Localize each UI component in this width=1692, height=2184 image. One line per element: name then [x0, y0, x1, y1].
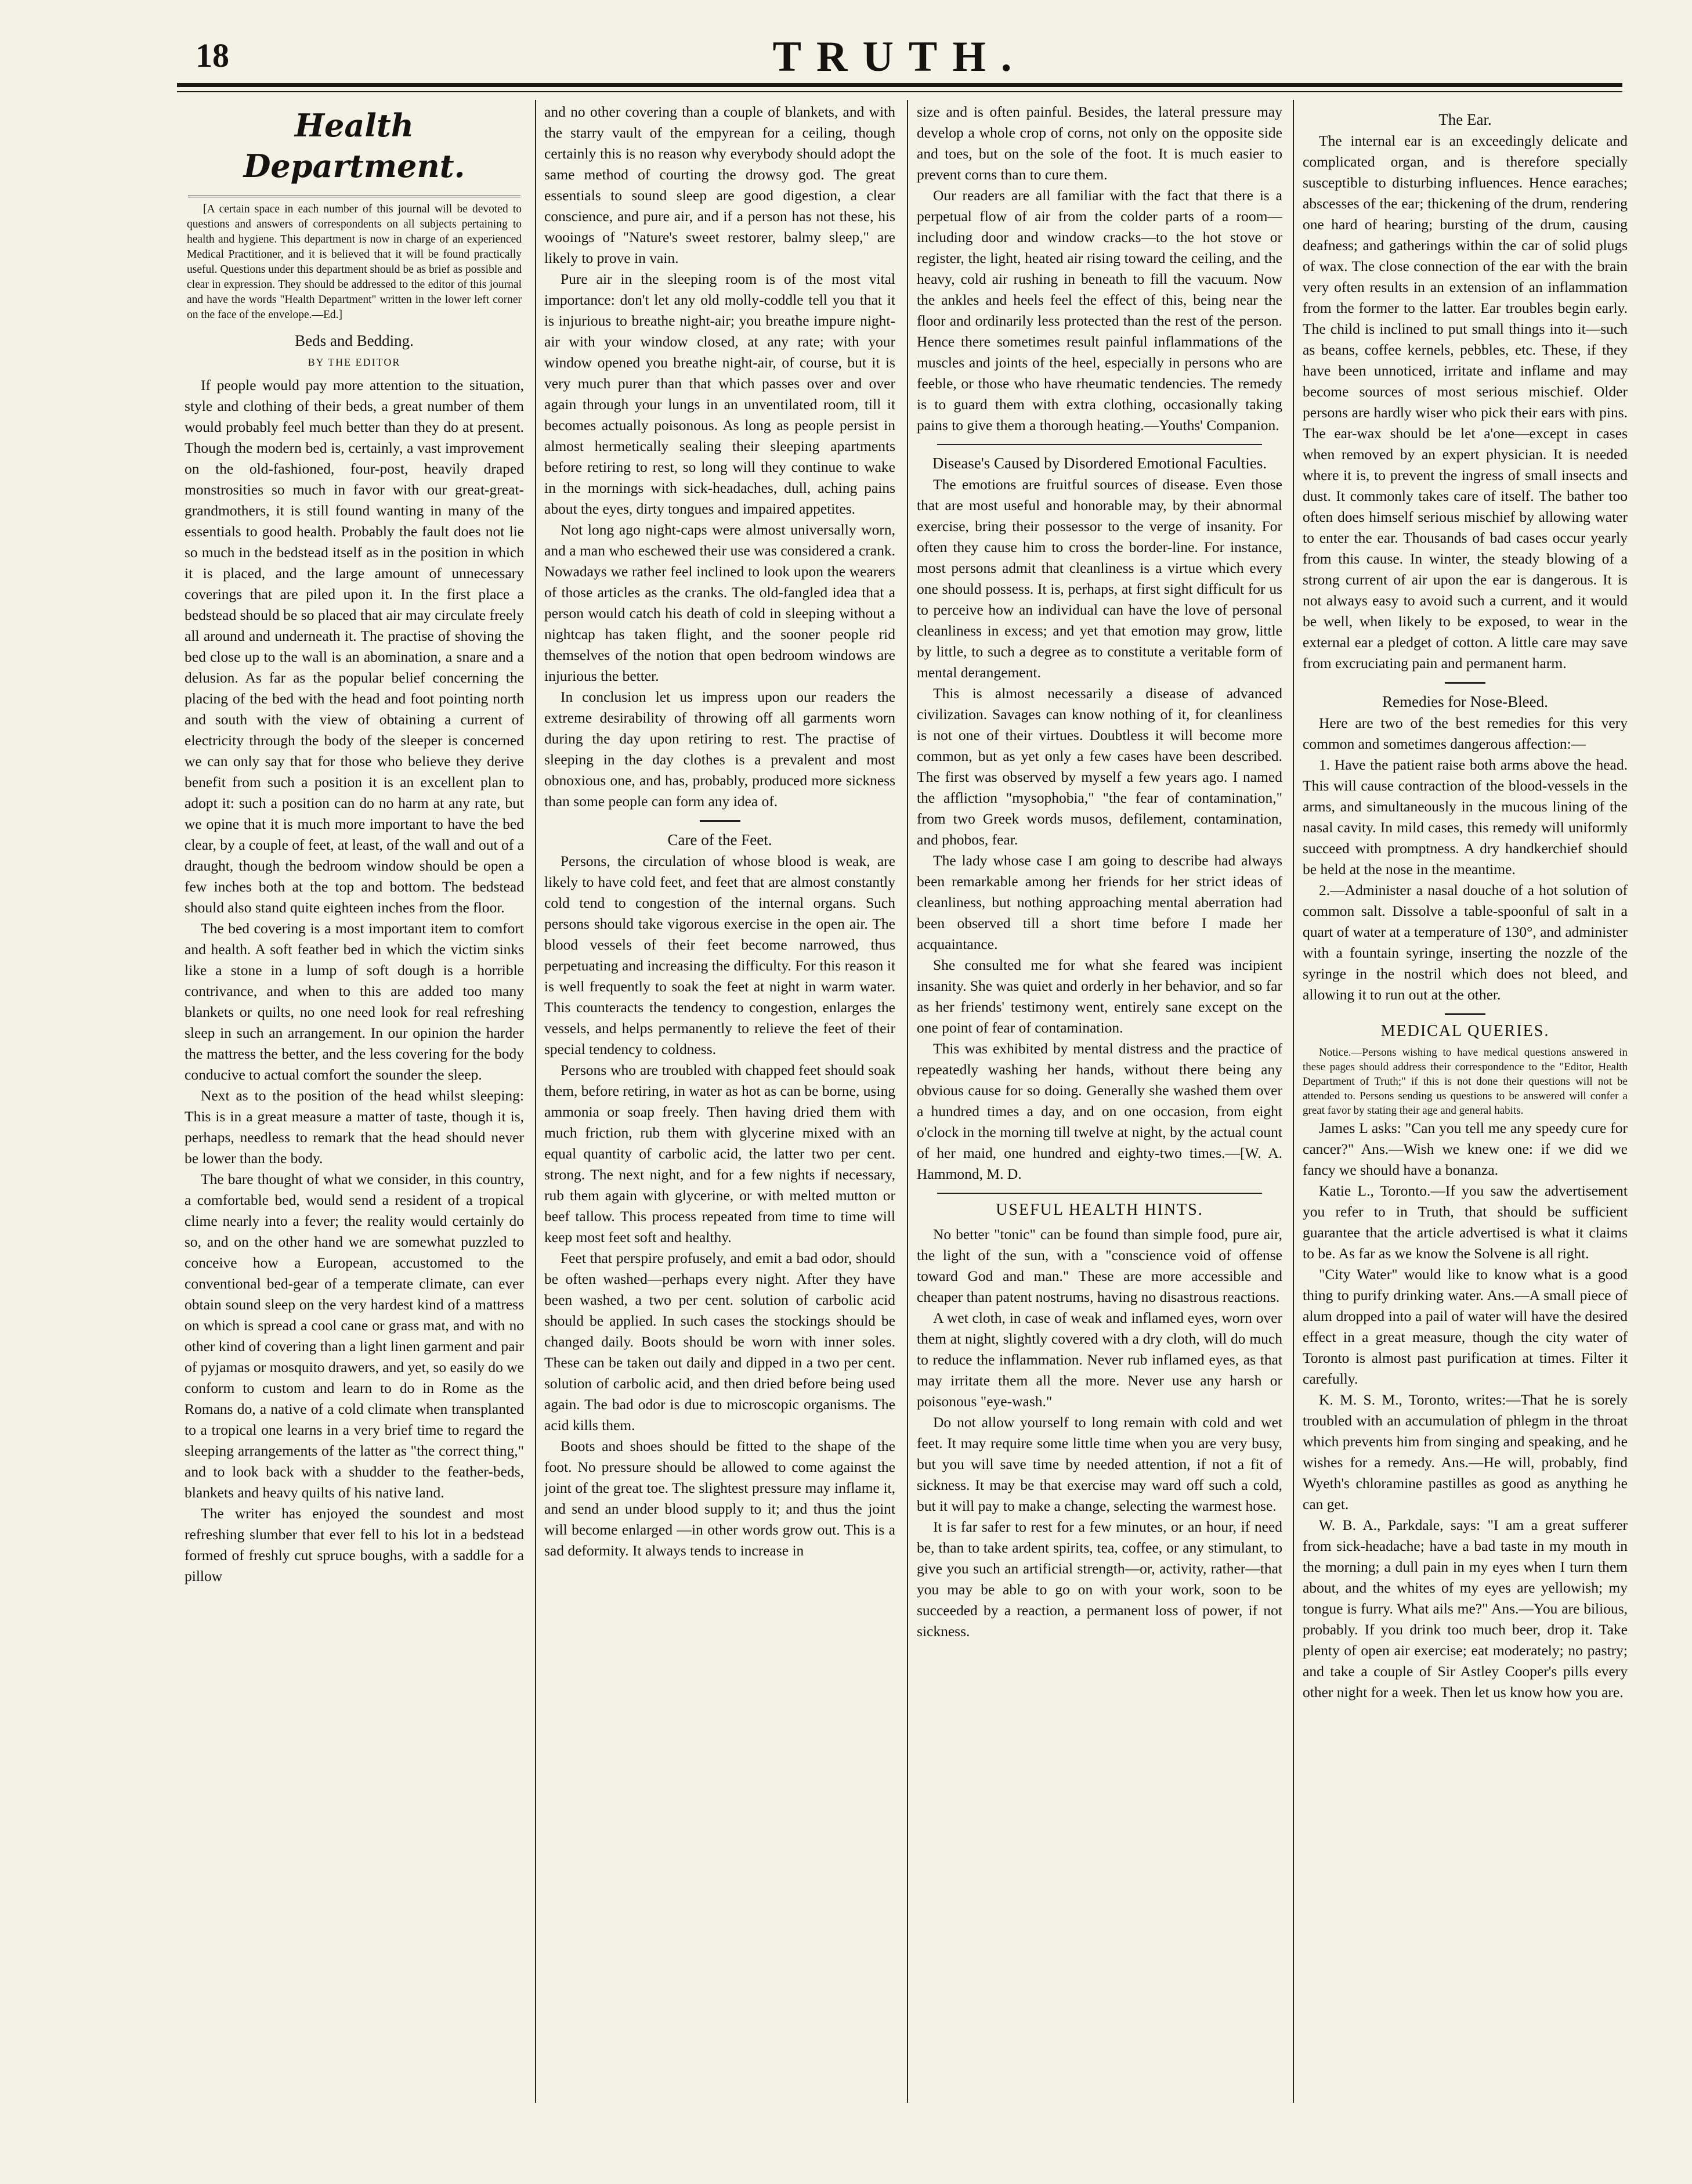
section-separator [1445, 682, 1485, 684]
newspaper-title: TRUTH. [772, 33, 1027, 81]
article-paragraph: The lady whose case I am going to describe had always been remarkable among her friends for her strict ideas of cleanliness, but nothing approaching mental aberration had been observed till a short time before I made her acquaintance. [917, 852, 1282, 952]
article-title: Care of the Feet. [667, 831, 772, 849]
masthead [177, 33, 1622, 81]
query-answer: W. B. A., Parkdale, says: "I am a great sufferer from sick-headache; have a bad taste in my mouth in the morning; a dull pain in my eyes when I turn them about, and the whites of my eyes are yellowish; my tongue is furry. What ails me?" Ans.—You are bilious, probably. If you drink too much beer, drop it. Take plenty of open air exercise; eat moderately; no pastry; and take a couple of Sir Astley Cooper's pills every other night for a week. Then let us know how you are. [1303, 1517, 1628, 1701]
article-title: MEDICAL QUERIES. [1380, 1022, 1550, 1040]
article-title: Beds and Bedding. [295, 332, 414, 349]
article-paragraph: The bare thought of what we consider, in this country, a comfortable bed, would send a resident of a tropical clime nearly into a fever; the reality would certainly do so, and on the other hand we are somewhat puzzled to conceive how a European, accustomed to the conventional bed-gear of a temperate climate, can ever obtain sound sleep on the very hardest kind of a mattress on which is spread a cool cane or grass mat, and with no other kind of covering than a light linen garment and pair of pyjamas or mosquito drawers, and yet, so easily do we conform to custom and learn to do in Rome as the Romans do, a native of a cold climate when transplanted to a tropical one learns in a very brief time to regard the sleeping arrangements of the latter as "the correct thing," and to look back with a shudder to the feather-beds, blankets and heavy quilts of his native land. [185, 1171, 524, 1501]
article-paragraph: Do not allow yourself to long remain with cold and wet feet. It may require some little time when you are very busy, but you will save time by needed attention, if not a fit of sickness. It may be that exercise may ward off such a cold, but it will pay to make a change, selecting the warmest hose. [917, 1414, 1282, 1514]
article-paragraph: The bed covering is a most important item to comfort and health. A soft feather bed in which the victim sinks like a stone in a lump of soft dough is a horrible contrivance, and when to this are added too many blankets or quilts, no one need look for real refreshing sleep in such an arrangement. In our opinion the harder the mattress the better, and the less covering for the body conducive to actual comfort the sounder the sleep. [185, 920, 524, 1083]
article-paragraph: In conclusion let us impress upon our readers the extreme desirability of throwing off all garments worn during the day upon retiring to rest. The practise of sleeping in the day clothes is a prevalent and most obnoxious one, and has, probably, produced more sickness than some people can form any idea of. [544, 688, 895, 810]
article-paragraph: 2.—Administer a nasal douche of a hot solution of common salt. Dissolve a table-spoonful of salt in a quart of water at a temperature of 130°, and administer with a fountain syringe, inserting the nozzle of the syringe in the nostril which does not bleed, and allowing it to run out at the other. [1303, 882, 1628, 1003]
article-title: Remedies for Nose-Bleed. [1382, 693, 1548, 710]
article-paragraph: Boots and shoes should be fitted to the shape of the foot. No pressure should be allowed to come against the joint of the great toe. The slightest pressure may inflame it, and send an under blood supply to it; and thus the joint will become enlarged —in other words grow out. This is a sad deformity. It always tends to increase in [544, 1438, 895, 1559]
column-4 [1303, 102, 1628, 2097]
ornamental-rule [188, 187, 520, 197]
article-paragraph: Here are two of the best remedies for this very common and sometimes dangerous affection:— [1303, 714, 1628, 752]
page-number: 18 [196, 37, 229, 74]
masthead-rule-thin [177, 91, 1622, 92]
column-2 [544, 102, 895, 2097]
column-divider [907, 100, 908, 2103]
article-paragraph: Feet that perspire profusely, and emit a bad odor, should be often washed—perhaps every night. After they have been washed, a two per cent. solution of carbolic acid should be applied. In such cases the stockings should be changed daily. Boots should be worn with inner soles. These can be taken out daily and dipped in a two per cent. solution of carbolic acid, and then dried before being used again. The bad odor is due to microscopic organisms. The acid kills them. [544, 1250, 895, 1434]
query-answer: James L asks: "Can you tell me any speedy cure for cancer?" Ans.—Wish we knew one: if we did we fancy we should have a bonanza. [1303, 1120, 1628, 1178]
column-divider [1293, 100, 1294, 2103]
article-paragraph: Not long ago night-caps were almost universally worn, and a man who eschewed their use was considered a crank. Nowadays we rather feel inclined to look upon the wearers of those articles as the cranks. The old-fangled idea that a person would catch his death of cold in sleeping without a nightcap has taken flight, and the sooner people rid themselves of the notion that open bedroom windows are injurious the better. [544, 521, 895, 684]
article-paragraph: and no other covering than a couple of blankets, and with the starry vault of the empyrean for a ceiling, though certainly this is no reason why everybody should adopt the same method of courting the drowsy god. The great essentials to sound sleep are good digestion, a clear conscience, and pure air, and if a person has not these, his wooings of "Nature's sweet restorer, balmy sleep," are likely to prove in vain. [544, 103, 895, 266]
masthead-rule [177, 83, 1622, 87]
article-paragraph: Next as to the position of the head whilst sleeping: This is in a great measure a matter of taste, though it is, perhaps, needless to remark that the head should never be lower than the body. [185, 1087, 524, 1167]
article-paragraph: The writer has enjoyed the soundest and most refreshing slumber that ever fell to his lot in a bedstead formed of freshly cut spruce boughs, with a saddle for a pillow [185, 1505, 524, 1584]
column-3 [917, 102, 1282, 2097]
article-title: USEFUL HEALTH HINTS. [996, 1201, 1203, 1219]
article-paragraph: size and is often painful. Besides, the lateral pressure may develop a whole crop of corns, not only on the opposite side and toes, but on the sole of the foot. It is much easier to prevent corns than to cure them. [917, 103, 1282, 183]
article-title: Disease's Caused by Disordered Emotional Faculties. [932, 454, 1267, 472]
section-separator [1445, 1013, 1485, 1015]
article-byline: BY THE EDITOR [308, 356, 401, 368]
column-divider [535, 100, 536, 2103]
article-title: The Ear. [1438, 111, 1492, 128]
query-answer: Katie L., Toronto.—If you saw the advertisement you refer to in Truth, that should be sufficient guarantee that the article advertised is what it claims to be. As far as we know the Solvene is all right. [1303, 1182, 1628, 1262]
section-separator [937, 444, 1262, 445]
article-paragraph: If people would pay more attention to the situation, style and clothing of their beds, a great number of them would probably feel much better than they do at present. Though the modern bed is, certainly, a vast improvement on the old-fashioned, four-post, heavily draped monstrosities so much in favor with our great-great-grandmothers, it is still found wanting in many of the essentials to good health. Probably the fault does not lie so much in the bedstead itself as in the position in which it is placed, and the large amount of unnecessary coverings that are piled upon it. In the first place a bedstead should be so placed that air may circulate freely all around and underneath it. The practise of shoving the bed close up to the wall is an abomination, a snare and a delusion. As far as the popular belief concerning the placing of the bed with the head and foot pointing north and south with the view of obtaining a current of electricity through the body of the sleeper is concerned we can only say that for those who believe they derive benefit from such a position it is an excellent plan to adopt it: such a position can do no harm at any rate, but we opine that it is much more important to have the bed clear, by a couple of feet, at least, of the wall and out of a draught, though the bedroom window should be open a few inches both at the top and bottom. The bedstead should also stand quite eighteen inches from the floor. [185, 377, 524, 916]
query-answer: "City Water" would like to know what is a good thing to purify drinking water. Ans.—A small piece of alum dropped into a pail of water will have the desired effect in a great measure, though the city water of Toronto is almost past purification at times. Filter it carefully. [1303, 1266, 1628, 1387]
column-1 [185, 102, 524, 2097]
article-paragraph: This is almost necessarily a disease of advanced civilization. Savages can know nothing of it, for cleanliness is not one of their virtues. Doubtless it will become more common, but as yet only a few cases have been described. The first was observed by myself a few years ago. I named the affliction "mysophobia," "the fear of contamination," from two Greek words musos, defilement, contamination, and phobos, fear. [917, 685, 1282, 848]
article-paragraph: This was exhibited by mental distress and the practice of repeatedly washing her hands, without there being any obvious cause for so doing. Generally she washed them over a hundred times a day, and on one occasion, from eight o'clock in the morning till twelve at night, by the actual count of her maid, one hundred and eighty-two times.—[W. A. Hammond, M. D. [917, 1040, 1282, 1182]
article-paragraph: A wet cloth, in case of weak and inflamed eyes, worn over them at night, slightly covered with a dry cloth, will do much to reduce the inflammation. Never rub inflamed eyes, as that may irritate them all the more. Never use any harsh or poisonous "eye-wash." [917, 1309, 1282, 1410]
query-answer: K. M. S. M., Toronto, writes:—That he is sorely troubled with an accumulation of phlegm in the throat which prevents him from singing and speaking, and he wishes for a remedy. Ans.—He will, probably, find Wyeth's chloramine pastilles as good as anything he can get. [1303, 1391, 1628, 1512]
queries-notice: Notice.—Persons wishing to have medical questions answered in these pages should address their correspondence to the "Editor, Health Department of Truth;" if this is not done their questions will not be attended to. Persons sending us questions to be answered will confer a great favor by stating their age and general habits. [1303, 1046, 1628, 1117]
department-title: Health Department. [243, 107, 465, 185]
section-separator [700, 820, 740, 822]
department-intro: [A certain space in each number of this journal will be devoted to questions and answers of correspondents on all subjects pertaining to health and hygiene. This department is now in charge of an experienced Medical Practitioner, and it is believed that it will be found practically useful. Questions under this department should be as brief as possible and clear in expression. They should be addressed to the editor of this journal and have the words "Health Department" written in the lower left corner on the face of the envelope.—Ed.] [187, 203, 522, 321]
article-paragraph: She consulted me for what she feared was incipient insanity. She was quiet and orderly in her behavior, and so far as her friends' testimony went, entirely sane except on the one point of fear of contamination. [917, 956, 1282, 1036]
article-paragraph: The emotions are fruitful sources of disease. Even those that are most useful and honorable may, by their abnormal exercise, bring their possessor to the verge of insanity. For often they cause him to cross the border-line. For instance, most persons admit that cleanliness is a virtue which every one should possess. It is, perhaps, at first sight difficult for us to perceive how an individual can have the love of personal cleanliness in excess; and yet that emotion may grow, little by little, to such a degree as to constitute a veritable form of mental derangement. [917, 476, 1282, 681]
article-paragraph: The internal ear is an exceedingly delicate and complicated organ, and is therefore specially susceptible to disturbing influences. Hence earaches; abscesses of the ear; thickening of the drum, rendering one hard of hearing; bursting of the drum, causing deafness; and gatherings within the car of solid plugs of wax. The close connection of the ear with the brain very often results in an extension of an inflammation from the former to the latter. Ear troubles begin early. The child is inclined to put small things into it—such as beans, coffee kernels, pebbles, etc. These, if they have been unnoticed, irritate and inflame and may become sources of most serious mischief. Older persons are hardly wiser who pick their ears with pins. The ear-wax should be let a'one—except in cases when removed by an expert physician. It is needed where it is, to prevent the ingress of small insects and dust. It commonly takes care of itself. The bather too often does himself serious mischief by allowing water to enter the ear. Thousands of bad cases occur yearly from this cause. In winter, the steady blowing of a strong current of air upon the ear is dangerous. It is not always easy to avoid such a current, and it would be well, when likely to be exposed, to wear in the external ear a pledget of cotton. A little care may save from excruciating pain and permanent harm. [1303, 132, 1628, 672]
section-separator [937, 1193, 1262, 1194]
article-paragraph: Our readers are all familiar with the fact that there is a perpetual flow of air from the colder parts of a room—including door and window cracks—to the hot stove or register, the light, heated air rising toward the ceiling, and the heavy, cold air rushing in beneath to fill the vacuum. Now the ankles and heels feel the effect of this, being near the floor and ordinarily less protected than the rest of the person. Hence there sometimes result painful inflammations of the muscles and joints of the heel, especially in persons who are feeble, or those who have rheumatic tendencies. The remedy is to guard them with extra clothing, occasionally taking pains to give them a thorough heating.—Youths' Companion. [917, 187, 1282, 434]
article-paragraph: Pure air in the sleeping room is of the most vital importance: don't let any old molly-coddle tell you that it is injurious to breathe night-air; you breathe impure night-air with your window closed, at any rate; with your window opened you breathe night-air, of course, but it is very much purer than that which passes over and over again through your lungs in an unventilated room, till it becomes actually poisonous. As long as people persist in almost hermetically sealing their sleeping apartments before retiring to rest, so long will they continue to wake in the mornings with sick-headaches, dull, aching pains about the eyes, dirty tongues and impaired appetites. [544, 270, 895, 517]
article-paragraph: Persons, the circulation of whose blood is weak, are likely to have cold feet, and feet that are almost constantly cold tend to congestion of the internal organs. Such persons should take vigorous exercise in the open air. The blood vessels of their feet become narrowed, thus perpetuating and increasing the difficulty. For this reason it is well frequently to soak the feet at night in warm water. This counteracts the tendency to congestion, enlarges the vessels, and helps permanently to relieve the feet of their special tendency to coldness. [544, 853, 895, 1057]
article-paragraph: Persons who are troubled with chapped feet should soak them, before retiring, in water as hot as can be borne, using ammonia or soap freely. Then having dried them with much friction, rub them with glycerine mixed with an equal quantity of carbolic acid, the latter two per cent. strong. The next night, and for a few nights if necessary, rub them again with glycerine, or with melted mutton or beef tallow. This process repeated from time to time will keep most feet soft and healthy. [544, 1062, 895, 1246]
article-paragraph: No better "tonic" can be found than simple food, pure air, the light of the sun, with a "conscience void of offense toward God and man." These are more accessible and cheaper than patent nostrums, having no disastrous reactions. [917, 1226, 1282, 1305]
article-paragraph: It is far safer to rest for a few minutes, or an hour, if need be, than to take ardent spirits, tea, coffee, or any stimulant, to give you such an artificial strength—or, activity, rather—that you may be able to go on with your work, soon to be succeeded by a reaction, a permanent loss of power, if not sickness. [917, 1518, 1282, 1640]
article-paragraph: 1. Have the patient raise both arms above the head. This will cause contraction of the blood-vessels in the arms, and simultaneously in the mucous lining of the nasal cavity. In mild cases, this remedy will uniformly succeed with promptness. A dry handkerchief should be held at the nose in the meantime. [1303, 756, 1628, 878]
